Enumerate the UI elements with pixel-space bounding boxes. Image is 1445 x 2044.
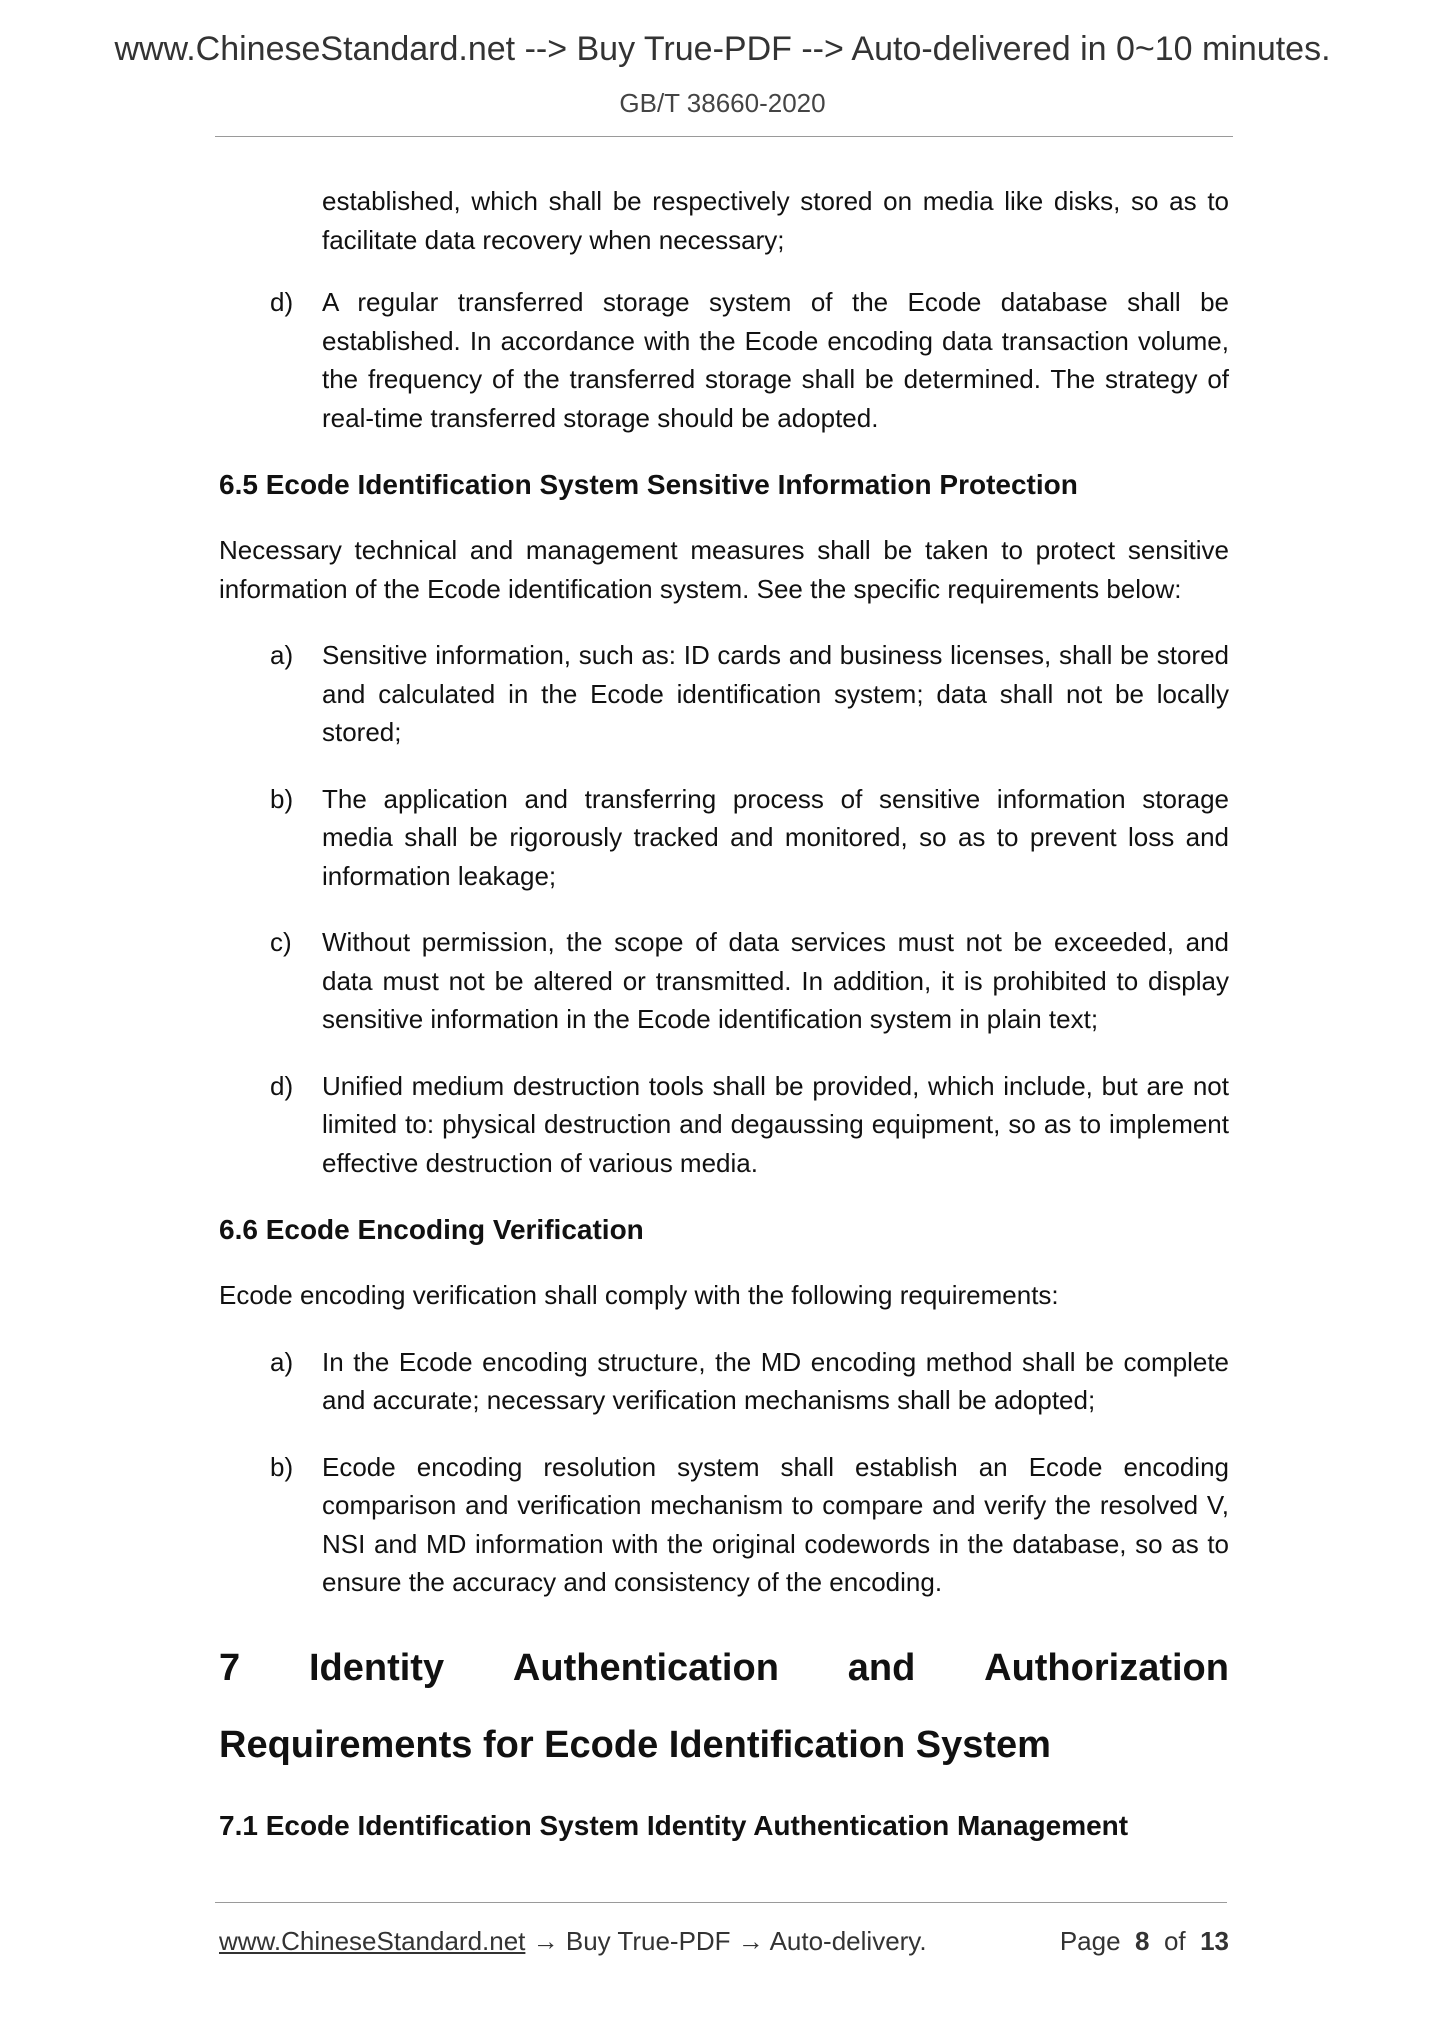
- section-heading-6-6: 6.6 Ecode Encoding Verification: [219, 1214, 644, 1245]
- list-text: A regular transferred storage system of the Ecode database shall be established. In accordance with the Ecode encoding data transaction volume, the frequency of the transferred storage shall be determined. The strategy of real-time transferred storage should be adopted.: [322, 287, 1229, 433]
- list-item: [219, 923, 1229, 1039]
- chapter-heading-line2: Requirements for Ecode Identification System: [219, 1723, 1051, 1766]
- section-intro-6-5: Necessary technical and management measures shall be taken to protect sensitive information of the Ecode identification system. See the specific requirements below:: [219, 535, 1229, 604]
- list-item: [219, 1448, 1229, 1602]
- list-label: c): [270, 927, 292, 957]
- footer-tagline: → Buy True-PDF → Auto-delivery.: [525, 1926, 927, 1956]
- list-item: [219, 780, 1229, 896]
- of-word: of: [1163, 1926, 1186, 1956]
- page-number: 8: [1135, 1926, 1150, 1956]
- list-label: d): [270, 287, 294, 317]
- page-word: Page: [1059, 1926, 1121, 1956]
- document-id: GB/T 38660-2020: [619, 88, 826, 118]
- section-heading-7-1: 7.1 Ecode Identification System Identity Authentication Management: [219, 1809, 1129, 1841]
- page-indicator: [1060, 1926, 1229, 1957]
- list-item: [219, 636, 1229, 752]
- footer-site-link[interactable]: www.ChineseStandard.net: [219, 1926, 526, 1956]
- page-total: 13: [1200, 1926, 1229, 1956]
- chapter-heading-word: 7: [219, 1646, 241, 1689]
- section-heading-6-5: 6.5 Ecode Identification System Sensitive Information Protection: [219, 469, 1078, 500]
- continued-paragraph: established, which shall be respectively stored on media like disks, so as to facilitate data recovery when necessary;: [322, 186, 1229, 255]
- list-label: a): [270, 640, 294, 670]
- list-item: [219, 1067, 1229, 1183]
- chapter-heading-word: Identity: [308, 1646, 445, 1689]
- section-intro-6-6: Ecode encoding verification shall comply with the following requirements:: [219, 1280, 1059, 1310]
- footer-divider: [215, 1902, 1227, 1903]
- page-footer: [219, 1926, 1229, 1957]
- chapter-heading-word: and: [847, 1646, 916, 1689]
- list-text: Unified medium destruction tools shall be provided, which include, but are not limited to: physical destruction and degaussing equipment, so as to implement effective destruction of various media.: [322, 1070, 1229, 1178]
- list-label: a): [270, 1346, 294, 1377]
- header-divider: [215, 136, 1233, 137]
- chapter-heading-word: Authentication: [512, 1646, 779, 1689]
- list-text: Without permission, the scope of data services must not be exceeded, and data must not be altered or transmitted. In addition, it is prohibited to display sensitive information in the Ecode identification system in plain text;: [322, 927, 1229, 1034]
- list-label: d): [270, 1070, 294, 1101]
- chapter-heading-7: [219, 1630, 1229, 1784]
- list-label: b): [270, 1451, 294, 1482]
- list-text: In the Ecode encoding structure, the MD encoding method shall be complete and accurate; necessary verification mechanisms shall be adopted;: [322, 1346, 1229, 1415]
- list-text: Ecode encoding resolution system shall establish an Ecode encoding comparison and verification mechanism to compare and verify the resolved V, NSI and MD information with the original codewords in the database, so as to ensure the accuracy and consistency of the encoding.: [322, 1451, 1229, 1597]
- site-banner: www.ChineseStandard.net --> Buy True-PDF --> Auto-delivered in 0~10 minutes.: [114, 30, 1331, 68]
- page-content: [219, 182, 1229, 1872]
- list-text: Sensitive information, such as: ID cards and business licenses, shall be stored and calculated in the Ecode identification system; data shall not be locally stored;: [322, 640, 1229, 747]
- list-item: [219, 1343, 1229, 1420]
- list-label: b): [270, 783, 294, 814]
- footer-left: [219, 1926, 927, 1957]
- chapter-heading-word: Authorization: [984, 1646, 1229, 1689]
- list-text: The application and transferring process of sensitive information storage media shall be rigorously tracked and monitored, so as to prevent loss and information leakage;: [322, 783, 1229, 891]
- list-item: [219, 283, 1229, 437]
